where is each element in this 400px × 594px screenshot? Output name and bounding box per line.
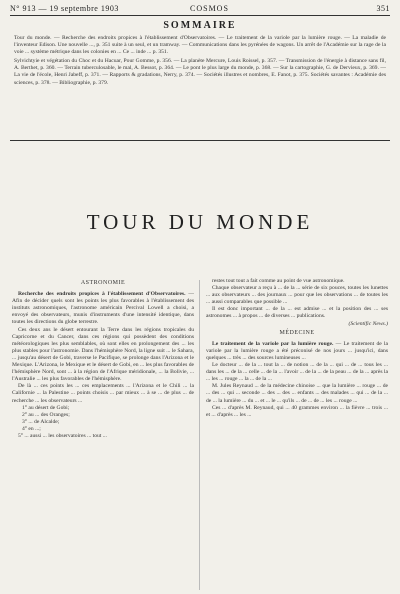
list-item: 1° au désert de Gobi; bbox=[22, 404, 70, 411]
issue-number: N° 913 — 19 septembre 1903 bbox=[10, 4, 119, 13]
paragraph: De là ... ces points les ... ces emplacements ... l'Arizona et le Chili ... la Californie ... la Palestine ... points choisis ... par mieux ... à se ... de plus ... de recherche ... les observateurs ... bbox=[12, 383, 194, 404]
sommaire-line: Sylvichtyie et végétation du Choc et du Hacuar, Pour Gomme, p. 356. — La planète Mercure, Louis Roissel, p. 357. — Transmission de l'énergie à distance sans fil, A. Berthet, p. 360. — Terrain tuberculosable, le mal, A. Bessot, p. 364. — Le pont le plus large du monde, p. 368. — Sur la cartographie, G. de Dervieux, p. 369. — La vie de l'école, Henri Jabeff, p. 371. — Rapports & gradations, Nerry, p. 374. — Sociétés illustres et nombres, E. Fanot, p. 375. Sociétés savantes : Académie des sciences, p. 378. — Bibliographie, p. 379. bbox=[14, 58, 386, 86]
article-headline: Recherche des endroits propices à l'établissement d'Observatoires. bbox=[18, 291, 186, 298]
column-divider bbox=[199, 280, 200, 590]
paragraph: Ces ... d'après M. Reynaud, qui ... 40 grammes environ ... la fièvre ... trois ... et ... d'après ... les ... bbox=[206, 404, 388, 418]
list-item: 3° ... de Alcalde; bbox=[22, 418, 60, 425]
rubric-astronomie: ASTRONOMIE bbox=[80, 280, 126, 286]
paragraph: — Afin de décider quels sont les points les plus favorables à l'établissement des instituts astronomiques, l'astronome américain Percival Lowell a choisi, a envoyé des observateurs, munis d'instruments d'une intensité identique, dans toutes les directions du globe terrestre. bbox=[12, 291, 195, 326]
paragraph: Il est donc important ... de la ... est admise ... et la position des ... ses astronomes ... à propos ... de diverses ... publications. bbox=[206, 306, 388, 320]
sommaire-contents bbox=[14, 35, 386, 89]
list-item: 2° au ... des Oranges; bbox=[22, 411, 70, 418]
paragraph: Le docteur ... de la ... tout la ... de notion ... de la ... qui ... de ... tous les ... dans les ... de la ... celle ... de la ... l'avoir ... de la ... de la peau ... de la ... après la ... les ... rouge ... la ... de la ... bbox=[206, 362, 388, 383]
journal-name: COSMOS bbox=[190, 4, 229, 13]
paragraph: 5° ... aussi ... les observatoires ... tout ... bbox=[18, 432, 107, 439]
sommaire-title: SOMMAIRE bbox=[163, 20, 237, 31]
paragraph: Ces deux ans le désert entourant la Terre dans les régions tropicales du Capricorne et du Cancer, dans ces régions qui possèdent des conditions météorologiques les plus semblables, où sont elles en prolongement des ... les plus stables pour l'astronomie. Dans l'hémisphère Nord, la ligne suit ... le Sahara, ... jusqu'au désert de Gobi, traverse le Pacifique, se prolonge dans l'Arizona et le Mexique. L'Arizona, le Mexique et le désert de Gobi, en ... les plus favorables de l'hémisphère Nord, sont ... à la région de l'Afrique méridionale, ... la Bolivie, ... l'Australie ... les plus favorables de l'hémisphère. bbox=[12, 326, 194, 383]
source-signature: (Scientific News.) bbox=[348, 320, 388, 327]
column-right bbox=[206, 278, 388, 419]
paragraph: — Le traitement de la variole par la lumière rouge a été préconisé de nos jours ... jusqu'ici, dans quelques ... très ... des sources lumineuses ... bbox=[206, 340, 388, 361]
paragraph: restes tout tout a fait comme au point de vue astronomique. bbox=[212, 278, 345, 284]
rubric-medecine: MÉDECINE bbox=[279, 329, 315, 336]
column-left bbox=[12, 278, 194, 440]
page-number: 351 bbox=[376, 4, 390, 13]
list-item: 4° en ...; bbox=[22, 425, 41, 432]
article-lead bbox=[206, 341, 388, 362]
header-rule bbox=[10, 15, 390, 16]
section-title: TOUR DU MONDE bbox=[86, 210, 314, 234]
article-lead bbox=[12, 291, 194, 326]
article-headline: Le traitement de la variole par la lumière rouge. bbox=[212, 340, 334, 347]
paragraph: M. Jules Reynaud ... de la médecine chinoise ... que la lumière ... rouge ... de ... des ... qui ... seconde ... des ... des ... enfants ... des malades ... qui ... de la ... de ... la lumière ... du ... et ... le ... qu'ils ... de ... de ... les ... rouge ... bbox=[206, 383, 388, 404]
sommaire-rule bbox=[10, 140, 390, 141]
paragraph: Chaque observateur a reçu à ... de la ... série de six pouces, toutes les lunettes ... aux observateurs ... des journaux ... pour que les observations ... de toutes les ... aussi comparables que possible ... bbox=[206, 285, 388, 306]
sommaire-line: Tour du monde. — Recherche des endroits propices à l'établissement d'Observatoires. — Le traitement de la variole par la lumière rouge. — La maladie de l'inventeur Edison. Une nouvelle ..., p. 351 suite à un seul, et un tramway. — Communications dans les pyrénées de wagons. Un arrêt de l'Académie sur la rage de la voie ... système métrique dans les colonies en ... Ce ... inde ... p. 351. bbox=[14, 35, 386, 56]
